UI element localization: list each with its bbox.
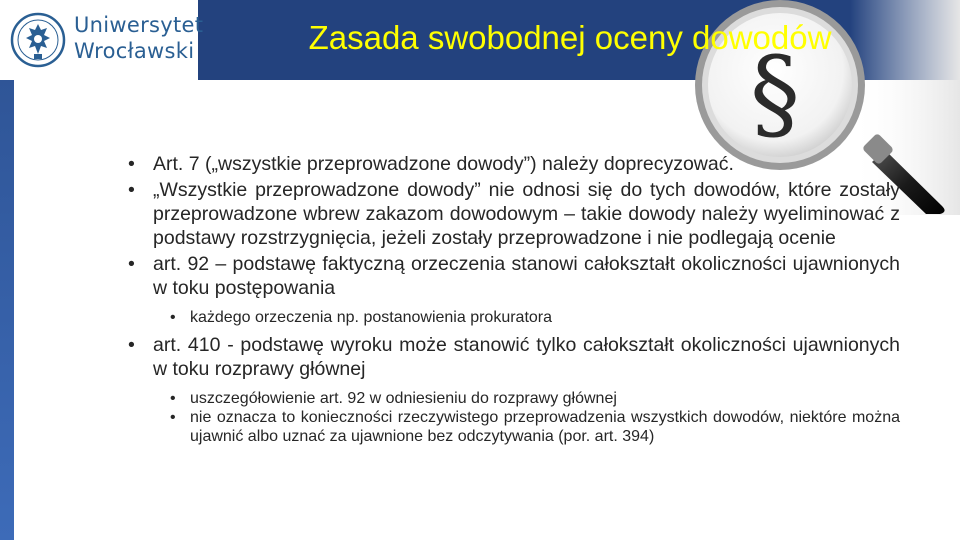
bullet-text: art. 410 - podstawę wyroku może stanowić tylko całokształt okoliczności ujawnionych w toku rozprawy głównej <box>153 334 900 380</box>
university-name-line2: Wrocławski <box>74 39 195 63</box>
bullet-text: „Wszystkie przeprowadzone dowody” nie odnosi się do tych dowodów, które zostały przeprowadzone wbrew zakazom dowodowym – takie dowody należy wyeliminować z podstawy rozstrzygnięcia, jeżeli zostały przeprowadzone i nie podlegają ocenie <box>153 179 900 249</box>
bullet-text: Art. 7 („wszystkie przeprowadzone dowody”) należy doprecyzować. <box>153 153 734 175</box>
sub-bullet-item <box>128 308 900 327</box>
bullet-dot-icon: • <box>170 409 176 426</box>
sub-bullet-item <box>128 408 900 446</box>
sub-bullet-item <box>128 389 900 408</box>
sub-bullet-text: każdego orzeczenia np. postanowienia prokuratora <box>190 309 553 326</box>
bullet-item <box>128 152 900 176</box>
bullet-item <box>128 333 900 381</box>
bullet-dot-icon: • <box>128 153 135 175</box>
slide-title: Zasada swobodnej oceny dowodów <box>308 19 832 56</box>
bullet-text: art. 92 – podstawę faktyczną orzeczenia stanowi całokształt okoliczności ujawnionych w toku postępowania <box>153 253 900 299</box>
university-logo <box>0 0 204 80</box>
bullet-item <box>128 252 900 300</box>
university-name-line1: Uniwersytet <box>74 13 204 37</box>
sub-bullet-text: nie oznacza to konieczności rzeczywistego przeprowadzenia wszystkich dowodów, niektóre można ujawnić albo uznać za ujawnione bez odczytywania (por. art. 394) <box>190 409 900 445</box>
bullet-item <box>128 178 900 250</box>
slide-content <box>128 152 900 446</box>
paragraph-sign: § <box>750 35 800 152</box>
left-accent-strip <box>0 80 14 540</box>
university-name <box>74 12 203 64</box>
bullet-dot-icon: • <box>170 309 176 326</box>
bullet-dot-icon: • <box>128 179 135 201</box>
bullet-dot-icon: • <box>128 334 135 356</box>
bullet-dot-icon: • <box>128 253 135 275</box>
bullet-dot-icon: • <box>170 390 176 407</box>
university-crest-icon <box>10 12 66 68</box>
sub-bullet-text: uszczegółowienie art. 92 w odniesieniu do rozprawy głównej <box>190 390 617 407</box>
